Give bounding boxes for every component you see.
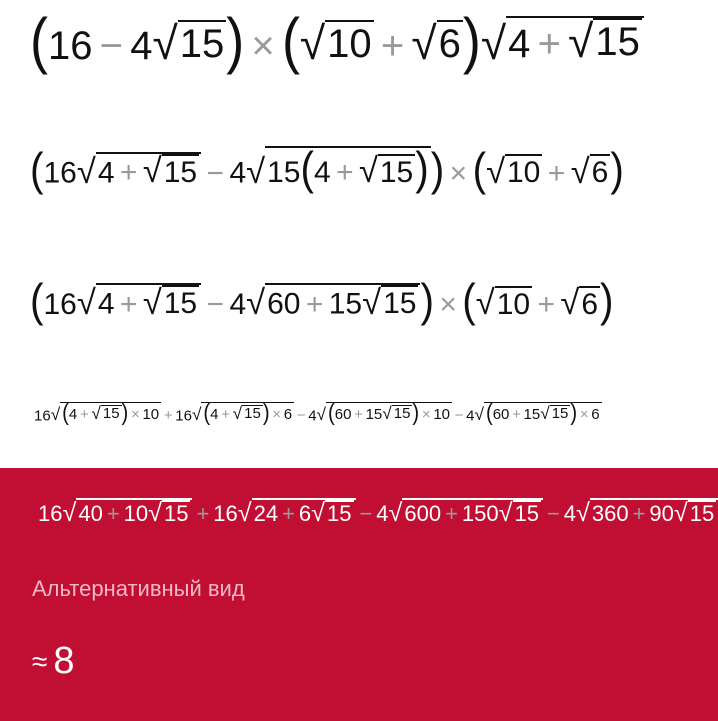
step-line-4 xyxy=(34,402,602,424)
step-line-5[interactable] xyxy=(38,498,718,527)
step-line-3 xyxy=(30,273,614,327)
step-line-5-text: 16 √ 40 + 10 √ 15 + 16 √ 24 + 6 √ 15 − 4 √ 600 + 150 √ 15 − 4 √ 360 + 90 √ 15 xyxy=(38,498,718,527)
step-line-1-text: (16 − 4 √ 15 ) × ( √ 10 + √ 6 ) √ 4 + √ 15 xyxy=(30,14,644,69)
step-line-2 xyxy=(30,141,624,195)
alternative-form-label: Альтернативный вид xyxy=(32,576,245,601)
approx-symbol: ≈ xyxy=(32,645,48,677)
step-line-3-text: (16 √ 4 + √ 15 − 4 √ 60 + 15 √ 15 ) × ( √ 10 + √ 6 ) xyxy=(30,273,614,327)
approx-value: 8 xyxy=(53,640,75,682)
approximation xyxy=(32,640,75,683)
step-line-1 xyxy=(30,6,644,76)
step-line-4-text: 16 √ (4 + √ 15 ) × 10 + 16 √ (4 + √ 15 ) × 6 − 4 √ (60 + 15 √ 15 ) × 10 − 4 √ (60 + 15 √ 15 ) × 6 xyxy=(34,400,600,426)
step-line-2-text: (16 √ 4 + √ 15 − 4 √ 15(4 + √ 15 ) ) × ( √ 10 + √ 6 ) xyxy=(30,141,624,195)
